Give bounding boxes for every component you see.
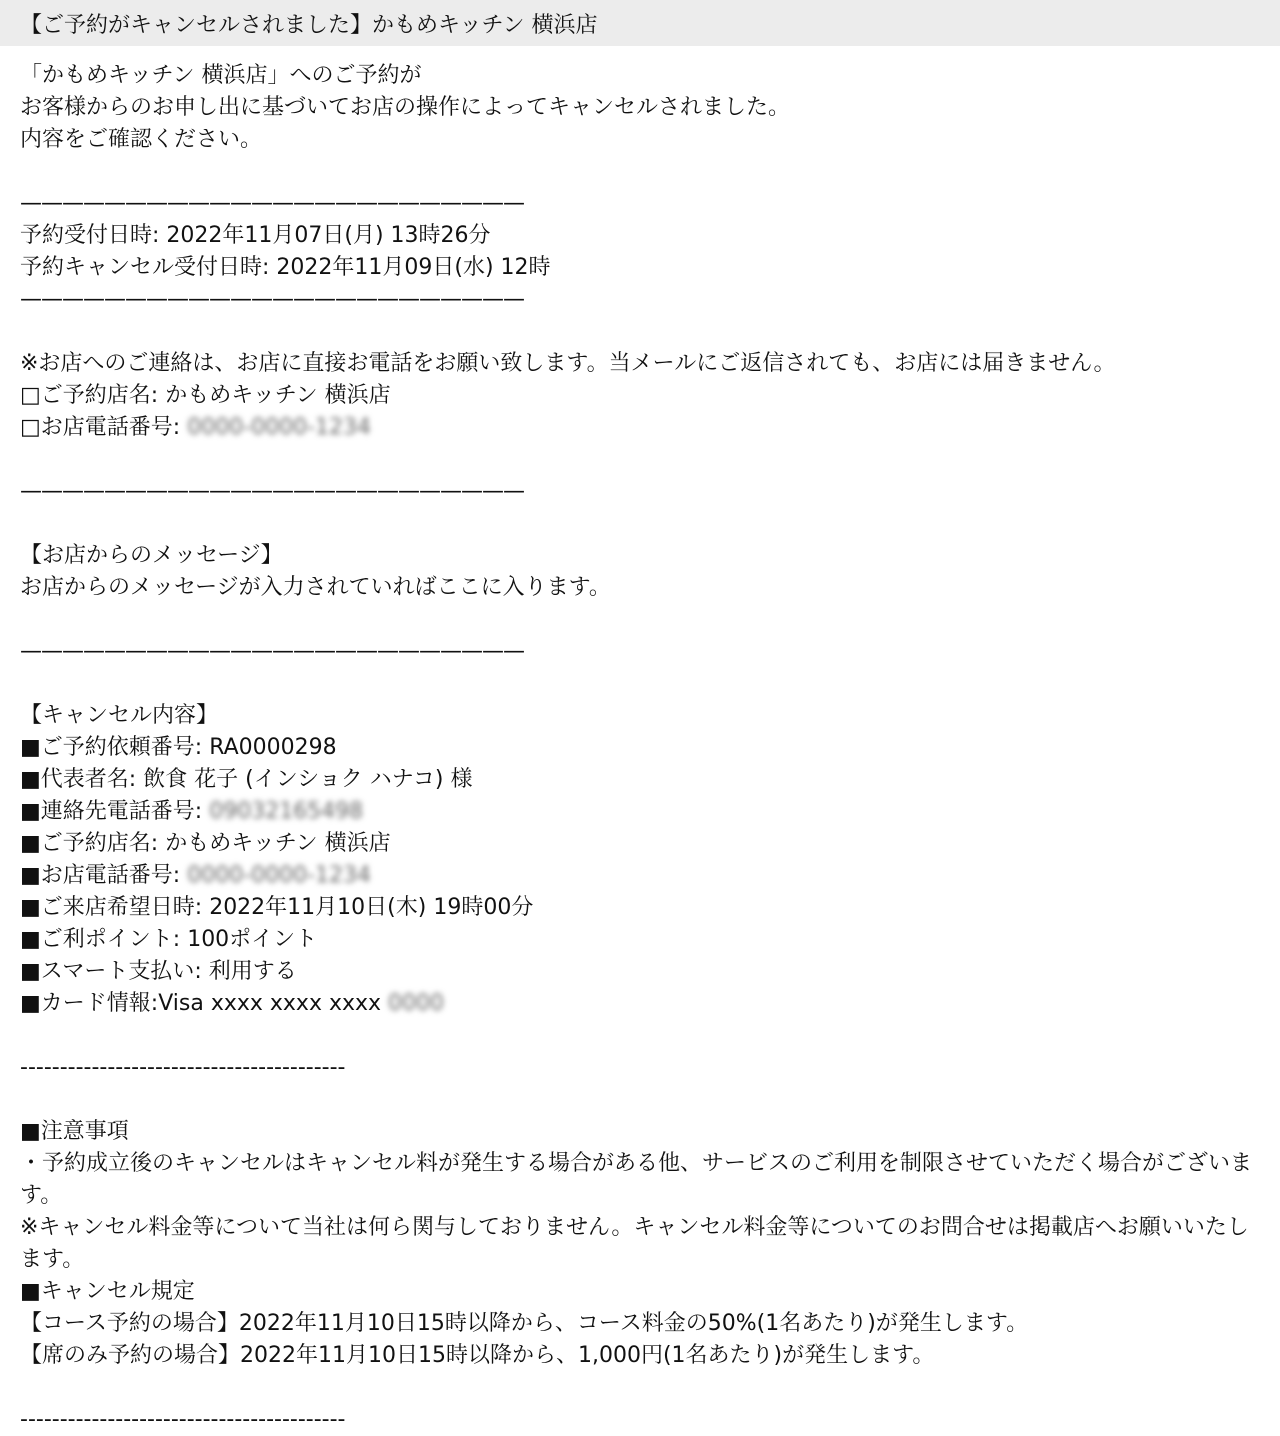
policy-heading: ■キャンセル規定 <box>20 1279 195 1304</box>
visit-datetime: ■ご来店希望日時: 2022年11月10日(木) 19時00分 <box>20 895 534 920</box>
request-number: ■ご予約依頼番号: RA0000298 <box>20 735 337 760</box>
card-last4: 0000 <box>388 991 445 1016</box>
shop-phone <box>20 860 1258 892</box>
message-body: お店からのメッセージが入力されていればここに入ります。 <box>20 575 611 600</box>
email-body <box>0 46 1280 1436</box>
notes-heading: ■注意事項 <box>20 1119 129 1144</box>
contact-phone-value: 09032165498 <box>209 799 364 824</box>
reserved-datetime: 予約受付日時: 2022年11月07日(月) 13時26分 <box>20 223 491 248</box>
email-subject: 【ご予約がキャンセルされました】かもめキッチン 横浜店 <box>20 12 598 38</box>
separator-dashed: ----------------------------------------- <box>20 1055 346 1080</box>
reserved-shop-name: ■ご予約店名: かもめキッチン 横浜店 <box>20 831 391 856</box>
intro-line-3: 内容をご確認ください。 <box>20 127 263 152</box>
representative-name: ■代表者名: 飲食 花子 (インショク ハナコ) 様 <box>20 767 473 792</box>
shop-phone-label: ■お店電話番号: <box>20 863 188 888</box>
policy-course: 【コース予約の場合】2022年11月10日15時以降から、コース料金の50%(1名あたり)が発生します。 <box>20 1311 1029 1336</box>
contact-shop-name: □ご予約店名: かもめキッチン 横浜店 <box>20 383 391 408</box>
intro-line-2: お客様からのお申し出に基づいてお店の操作によってキャンセルされました。 <box>20 95 791 120</box>
separator: ———————————————————————— <box>20 191 524 216</box>
smart-payment: ■スマート支払い: 利用する <box>20 959 297 984</box>
contact-shop-phone-label: □お店電話番号: <box>20 415 188 440</box>
card-info-label: ■カード情報:Visa xxxx xxxx xxxx <box>20 991 389 1016</box>
contact-phone <box>20 796 1258 828</box>
contact-shop-phone-value: 0000-0000-1234 <box>187 415 372 440</box>
email-subject-bar <box>0 0 1280 46</box>
separator: ———————————————————————— <box>20 287 524 312</box>
separator-dashed: ----------------------------------------- <box>20 1407 346 1432</box>
intro-line-1: 「かもめキッチン 横浜店」へのご予約が <box>20 63 422 88</box>
points-used: ■ご利ポイント: 100ポイント <box>20 927 318 952</box>
contact-phone-label: ■連絡先電話番号: <box>20 799 210 824</box>
separator: ———————————————————————— <box>20 479 524 504</box>
policy-seat: 【席のみ予約の場合】2022年11月10日15時以降から、1,000円(1名あたり)が発生します。 <box>20 1343 935 1368</box>
note-no-involvement: ※キャンセル料金等について当社は何ら関与しておりません。キャンセル料金等についてのお問合せは掲載店へお願いいたします。 <box>20 1215 1249 1272</box>
message-heading: 【お店からのメッセージ】 <box>20 543 283 568</box>
shop-phone-value: 0000-0000-1234 <box>187 863 372 888</box>
contact-notice: ※お店へのご連絡は、お店に直接お電話をお願い致します。当メールにご返信されても、お店には届きません。 <box>20 351 1116 376</box>
contact-shop-phone <box>20 412 1258 444</box>
cancel-details-heading: 【キャンセル内容】 <box>20 703 219 728</box>
cancelled-datetime: 予約キャンセル受付日時: 2022年11月09日(水) 12時 <box>20 255 551 280</box>
card-info <box>20 988 1258 1020</box>
separator: ———————————————————————— <box>20 639 524 664</box>
note-cancel-fee: ・予約成立後のキャンセルはキャンセル料が発生する場合がある他、サービスのご利用を制限させていただく場合がございます。 <box>20 1151 1253 1208</box>
